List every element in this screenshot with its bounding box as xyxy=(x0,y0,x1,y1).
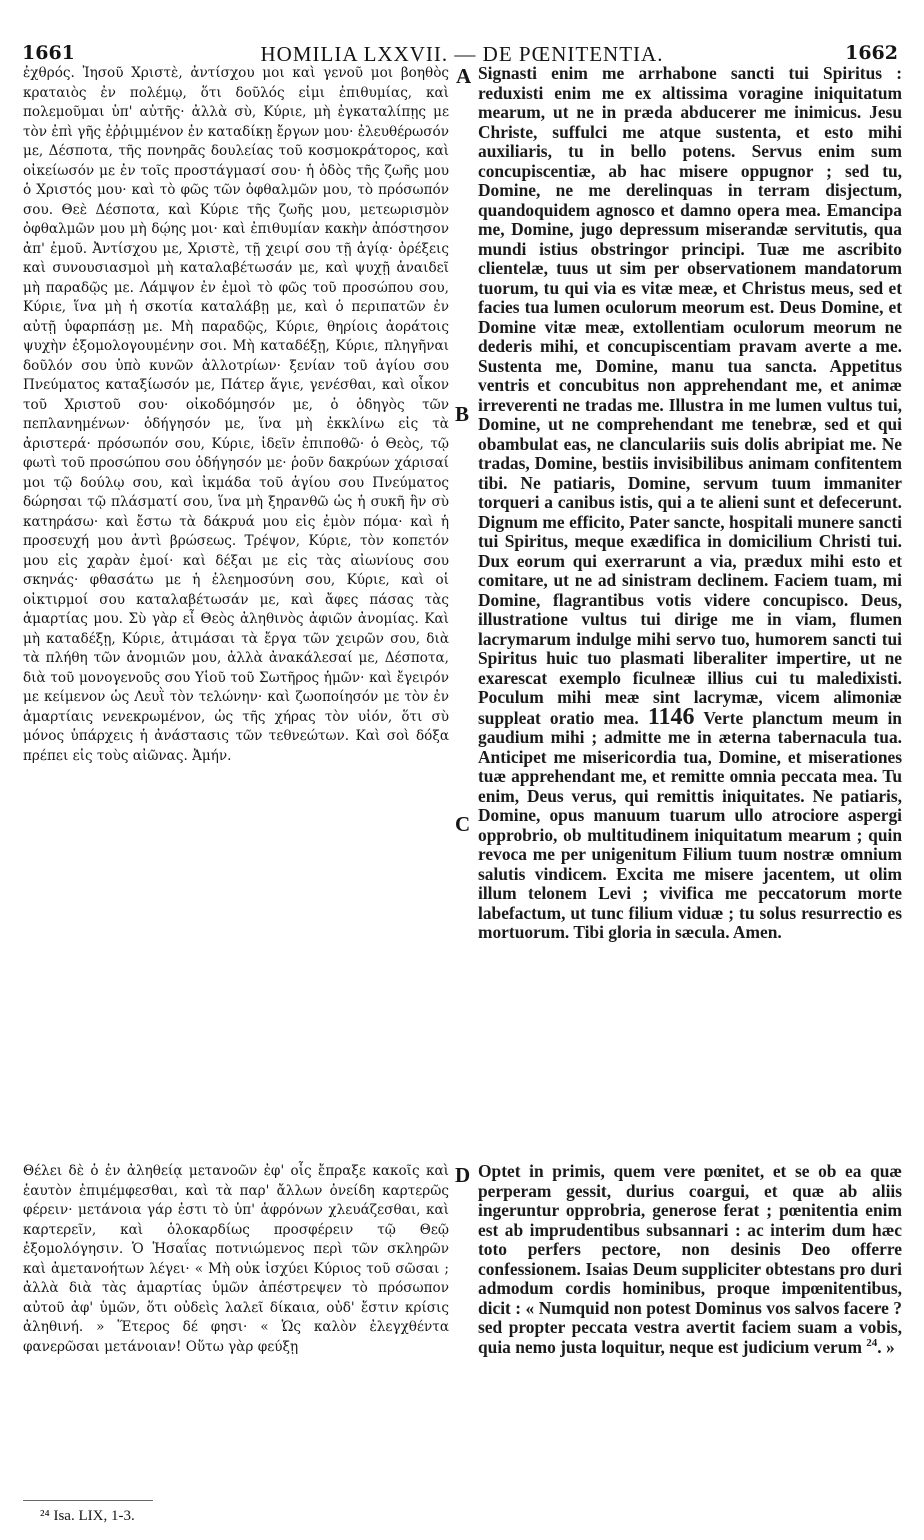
latin-text-top: Signasti enim me arrhabone sancti tui Spiritus : reduxisti enim me ex altissima voragine iniquitatum mearum, ut ne in præda abducerer me inimicus. Jesu Christe, suffulci me atque sustenta, et esto mihi auxiliaris, tu in bello potens. Servus enim sum concupiscentiæ, ab hac misere oppugnor ; sed tu, Domine, ne me derelinquas in terram disjectum, quandoquidem agnosco et damno opera mea. Emancipa me, Domine, jugo depressum miserandæ servitutis, qua mundi istius obstringor principi. Tuæ me ascribito clientelæ, tuus ut sim per observationem mandatorum tuorum, tu qui via es vitæ meæ, et Christus meus, sed et facies tua lumen oculorum meorum est. Deus Domine, et Domine vitæ meæ, extollentiam oculorum meorum ne dederis mihi, et concupiscentiam pravam averte a me. Sustenta me, Domine, manu tua sancta. Appetitus ventris et concubitus non apprehendant me, et animæ irreverenti ne tradas me. Illustra in me lumen vultus tui, Domine, ut ne comprehendant me tenebræ, sed et qui obambulat eas, ne clanculariis suis dolis abripiat me. Ne tradas, Domine, bestiis invisibilibus animam confitentem tibi. Ne patiaris, Domine, servum tuum immaniter torqueri a canibus istis, qui a te alieni sunt et defecerunt. Dignum me efficito, Pater sancte, hospitali munere sancti tui Spiritus, meque exædifica in domicilium Christi tui. Dux eorum qui exerrarunt a via, prædux mihi esto et comitare, ut ne ad sinistram declinem. Faciem tuam, mi Domine, flagrantibus votis videre concupisco. Deus, illustratione vultus tui dirige me in viam, flumen lacrymarum indulge mihi servo tuo, humorem sancti tui Spiritus huic tuo plasmati liberaliter impertire, ut ne exarescat exemplo ficulneæ illius cui tu maledixisti. Poculum mihi meæ sint lacrymæ, vicem alimoniæ suppleat oratio mea. xyxy=(478,63,902,728)
running-head: HOMILIA LXXVII. — DE PŒNITENTIA. xyxy=(260,42,664,66)
section-marker-b: B xyxy=(455,402,470,426)
greek-column-top: ἐχθρός. Ἰησοῦ Χριστὲ, ἀντίσχου μοι καὶ γενοῦ μοι βοηθὸς κραταιὸς ἐν πολέμῳ, ὅτι δοῦλός εἰμι ἐπιθυμίας, καὶ πολεμοῦμαι ὑπ' αὐτῆς· ἀλλὰ σὺ, Κύριε, μὴ ἐγκαταλίπῃς με τὸν ἐπὶ γῆς ἐῤῥιμμένον ἐν καταδίκῃ ἔργων μου· ἐλευθέρωσόν με, Δέσποτα, τῆς πονηρᾶς δουλείας τοῦ κοσμοκράτορος, καὶ οἰκείωσόν με ἐν τοῖς προστάγμασί σου· ἡ ὁδὸς τῆς ζωῆς μου ὁ Χριστός μου· καὶ τὸ φῶς τῶν ὀφθαλμῶν μου, τὸ πρόσωπόν σου. Θεὲ Δέσποτα, καὶ Κύριε τῆς ζωῆς μου, μετεωρισμὸν ὀφθαλμῶν μου μὴ δῴης μοι· καὶ ἐπιθυμίαν κακὴν ἀπόστησον ἀπ' ἐμοῦ. Ἀντίσχου με, Χριστὲ, τῇ χειρί σου τῇ ἁγίᾳ· ὀρέξεις καὶ συνουσιασμοὶ μὴ καταλαβέτωσάν με, καὶ ψυχῇ ἀναιδεῖ μὴ παραδῷς με. Λάμψον ἐν ἐμοὶ τὸ φῶς τοῦ προσώπου σου, Κύριε, ἵνα μὴ ἡ σκοτία καταλάβῃ με, καὶ ὁ περιπατῶν ἐν αὐτῇ ὑφαρπάσῃ με. Μὴ παραδῷς, Κύριε, θηρίοις ἀοράτοις ψυχὴν ἐξομολογουμένην σοι. Μὴ καταδέξῃ, Κύριε, πληγῆναι δοῦλόν σου ὑπὸ κυνῶν ἀλλοτρίων· ξενίαν τοῦ ἁγίου σου Πνεύματος καταξίωσόν με, Πάτερ ἅγιε, γενέσθαι, καὶ οἶκον τοῦ Χριστοῦ σου· οἰκοδόμησόν με, ὁ ὁδηγὸς τῶν πεπλανημένων· ὁδήγησόν με, ἵνα μὴ ἐκκλίνω εἰς τὰ ἀριστερά· πρόσωπόν σου, Κύριε, ἰδεῖν ἐπιποθῶ· ὁ Θεὸς, τῷ φωτὶ τοῦ προσώπου σου ὁδήγησόν με· ῥοῦν δακρύων χάρισαί μοι τῷ δούλῳ σου, καὶ ἰκμάδα τοῦ ἁγίου σου Πνεύματος δώρησαι τῷ πλάσματί σου, ἵνα μὴ ξηρανθῶ ὡς ἡ συκῆ ἣν σὺ κατηράσω· καὶ ἔστω τὰ δάκρυά μου εἰς ἐμὸν πόμα· καὶ ἡ προσευχή μου ἀντὶ βρώσεως. Τρέψον, Κύριε, τὸν κοπετόν μου εἰς χαρὰν ἐμοί· καὶ δέξαι με εἰς τὰς αἰωνίους σου σκηνάς· φθασάτω με ἡ ἐλεημοσύνη σου, Κύριε, καὶ οἱ οἰκτιρμοί σου καταλαβέτωσάν με, καὶ ἄφες πάσας τὰς ἁμαρτίας μου. Σὺ γὰρ εἶ Θεὸς ἀληθινὸς ἀφιῶν ἀνομίας. Καὶ μὴ καταδέξῃ, Κύριε, ἀτιμάσαι τὰ ἔργα τῶν χειρῶν σου, διὰ τὰ πλήθη τῶν ἀνομιῶν μου, ἀλλὰ ἀνακάλεσαί με, Δέσποτα, διὰ τοῦ μονογενοῦς σου Υἱοῦ τοῦ Σωτῆρος ἡμῶν· καὶ ἔγειρόν με κείμενον ὡς Λευῒ τὸν τελώνην· καὶ ζωοποίησόν με τὸν ἐν ἁμαρτίαις νενεκρωμένον, ὡς τῆς χήρας τὸν υἱόν, ὅτι σὺ μόνος ὑπάρχεις ἡ ἀνάστασις τῶν τεθνεώτων. Καὶ σοὶ δόξα πρέπει εἰς τοὺς αἰῶνας. Ἀμήν. xyxy=(23,65,449,764)
latin-text-bottom-end: . » xyxy=(877,1336,895,1357)
footnote: ²⁴ Isa. LIX, 1-3. xyxy=(40,1508,135,1524)
page-number-right: 1662 xyxy=(845,42,898,64)
section-marker-d: D xyxy=(455,1163,471,1187)
greek-column-bottom: Θέλει δὲ ὁ ἐν ἀληθείᾳ μετανοῶν ἐφ' οἷς ἔπραξε κακοῖς καὶ ἑαυτὸν ἐπιμέμφεσθαι, καὶ τὰ παρ' ἄλλων ὀνείδη καρτερῶς φέρειν· μετάνοια γάρ ἐστι τὸ ὑπ' ἀφρόνων χλευάζεσθαι, καὶ καρτερεῖν, καὶ ὁλοκαρδίως προσφέρειν τῷ Θεῷ ἐξομολόγησιν. Ὁ Ἡσαΐας ποτνιώμενος περὶ τῶν σκληρῶν καὶ ἀμετανοήτων λέγει· « Μὴ οὐκ ἰσχύει Κύριος τοῦ σῶσαι ; ἀλλὰ διὰ τὰς ἁμαρτίας ὑμῶν ἀπέστρεψεν τὸ πρόσωπον αὐτοῦ ἀφ' ὑμῶν, ὅτι οὐδεὶς λαλεῖ δίκαια, οὐδ' ἔστιν κρίσις ἀληθινή. » Ἕτερος δέ φησι· « Ὡς καλὸν ἐλεγχθέντα φανερῶσαι μετάνοιαν! Οὕτω γὰρ φεύξῃ xyxy=(23,1163,449,1355)
section-marker-c: C xyxy=(455,812,471,836)
latin-column-top xyxy=(478,64,902,943)
footnote-rule xyxy=(23,1500,153,1501)
latin-text-bottom: Optet in primis, quem vere pœnitet, et se ob ea quæ perperam gessit, durius coargui, et quæ ab aliis ingeruntur opprobria, generose ferat ; pœnitentia enim est ab imprudentibus subsannari : ac interim dum hæc toto perfers pectore, non desinis Deo offerre confessionem. Isaias Deum suppliciter obtestans pro duri admodum cordis hominibus, proque impœnitentibus, dicit : « Numquid non potest Dominus vos salvos facere ? sed propter peccata vestra avertit faciem suam a vobis, quia nemo justa loquitur, neque est judicium verum xyxy=(478,1161,902,1357)
latin-column-bottom xyxy=(478,1162,902,1357)
section-marker-a: A xyxy=(456,64,472,88)
footnote-reference: 24 xyxy=(866,1336,878,1349)
latin-text-top-continued: Verte planctum meum in gaudium mihi ; admitte me in æterna tabernacula tua. Anticipet me misericordia tua, Domine, et miserationes tuæ apprehendant me, et remitte omnia peccata mea. Tu enim, Deus verus, qui remittis iniquitates. Ne patiaris, Domine, opus manuum tuarum ullo atrociore aspergi opprobrio, ob multitudinem iniquitatum mearum ; quin revoca me per unigenitum Filium tuum nostræ omnium salutis vindicem. Excita me misere jacentem, ut olim illum telonem Levi ; vivifica me peccatorum morte labefactum, ut tunc filium viduæ ; tu solus resurrectio es mortuorum. Tibi gloria in sæcula. Amen. xyxy=(478,707,902,942)
page-number-left: 1661 xyxy=(22,42,75,64)
column-number: 1146 xyxy=(647,703,695,730)
